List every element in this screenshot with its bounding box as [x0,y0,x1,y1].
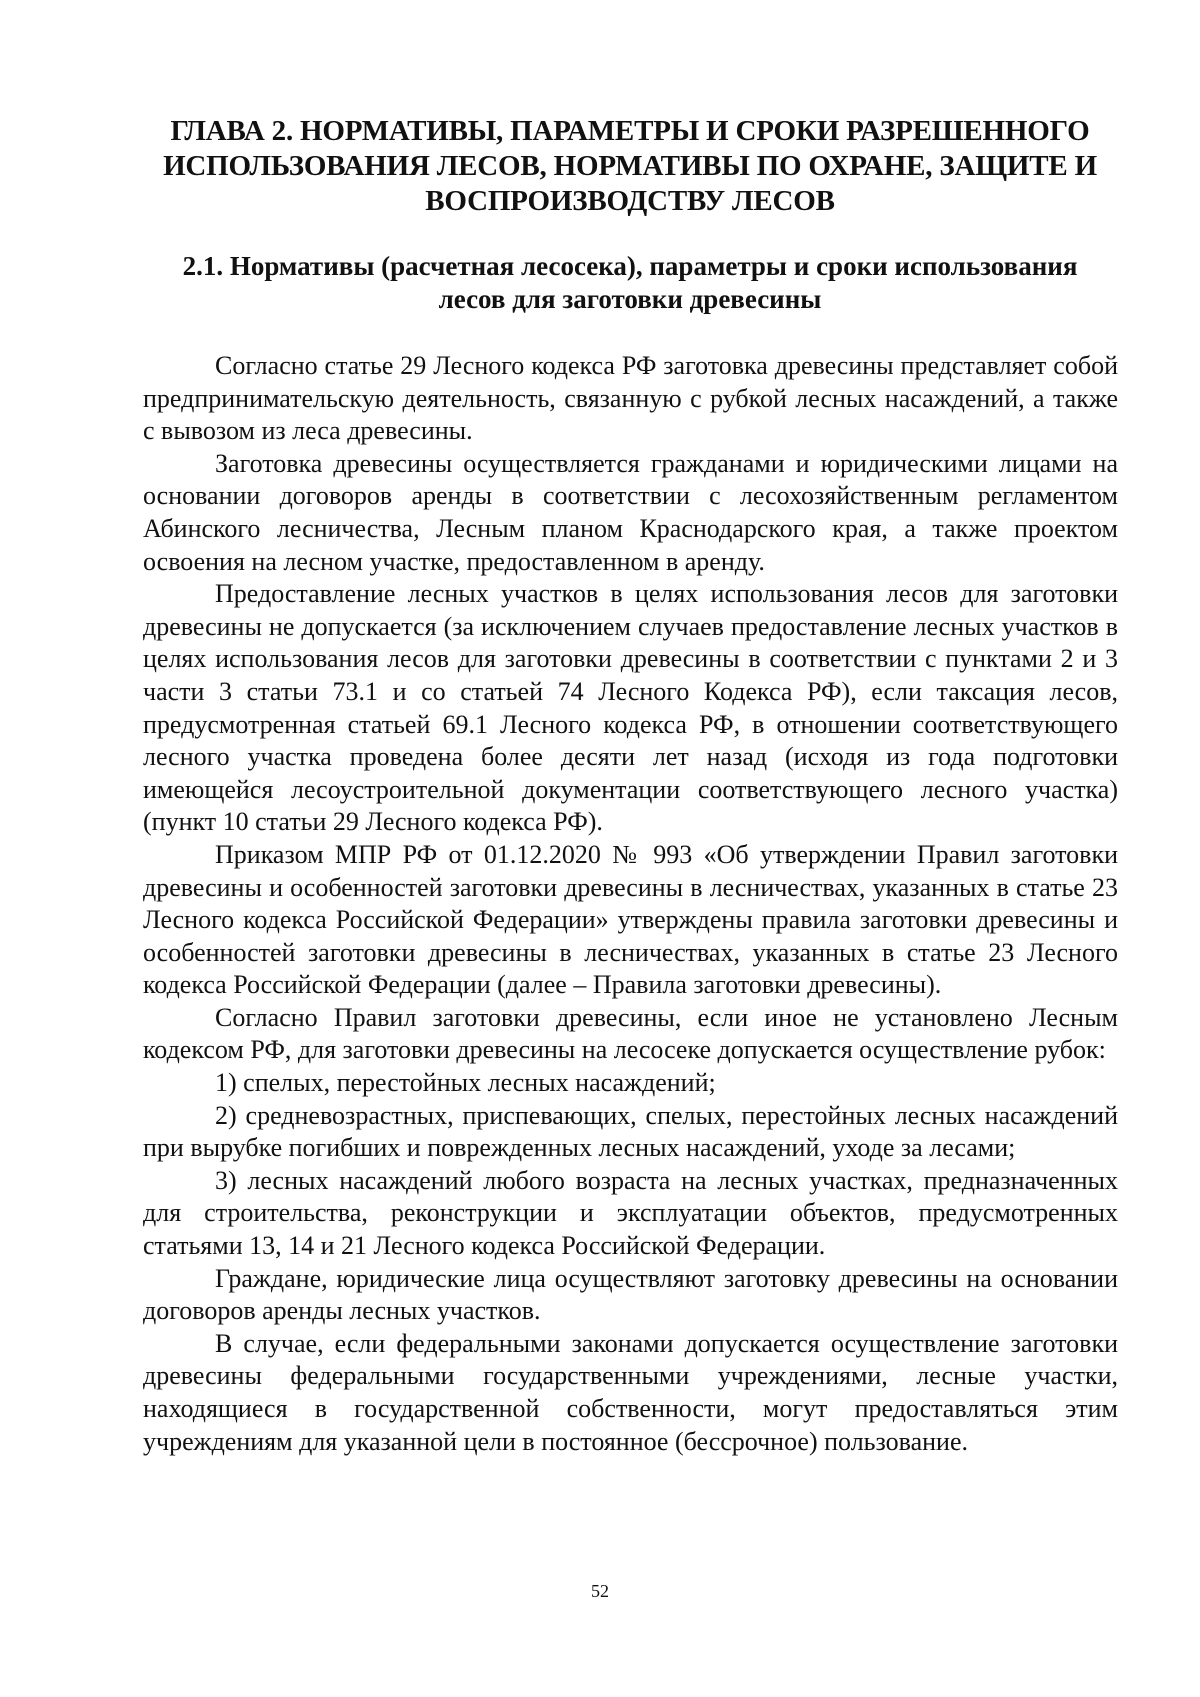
chapter-title-line: ГЛАВА 2. НОРМАТИВЫ, ПАРАМЕТРЫ И СРОКИ РАЗРЕШЕННОГО [170,115,1090,147]
list-item: 1) спелых, перестойных лесных насаждений; [215,1068,716,1098]
list-item: 3) лесных насаждений любого возраста на лесных участках, предназначенных для строительства, реконструкции и эксплуатации объектов, предусмотренных статьями 13, 14 и 21 Лесного кодекса Российской Федерации. [143,1165,1118,1261]
section-title-line: лесов для заготовки древесины [438,284,822,314]
paragraph: Предоставление лесных участков в целях использования лесов для заготовки древесины не допускается (за исключением случаев предоставление лесных участков в целях использования лесов для заготовки древесины в соответствии с пунктами 2 и 3 части 3 статьи 73.1 и со статьей 74 Лесного Кодекса РФ), если таксация лесов, предусмотренная статьей 69.1 Лесного кодекса РФ, в отношении соответствующего лесного участка проведена более десяти лет назад (исходя из года подготовки имеющейся лесоустроительной документации соответствующего лесного участка) (пункт 10 статьи 29 Лесного кодекса РФ). [143,579,1118,837]
chapter-title [140,114,1120,219]
chapter-title-line: ВОСПРОИЗВОДСТВУ ЛЕСОВ [425,185,835,217]
paragraph: Приказом МПР РФ от 01.12.2020 № 993 «Об утверждении Правил заготовки древесины и особенностей заготовки древесины в лесничествах, указанных в статье 23 Лесного кодекса Российской Федерации» утверждены правила заготовки древесины и особенностей заготовки древесины в лесничествах, указанных в статье 23 Лесного кодекса Российской Федерации (далее – Правила заготовки древесины). [143,839,1118,1000]
paragraph: В случае, если федеральными законами допускается осуществление заготовки древесины федеральными государственными учреждениями, лесные участки, находящиеся в государственной собственности, могут предоставляться этим учреждениям для указанной цели в постоянное (бессрочное) пользование. [143,1328,1118,1456]
list-item: 2) средневозрастных, приспевающих, спелых, перестойных лесных насаждений при вырубке погибших и поврежденных лесных насаждений, уходе за лесами; [143,1100,1118,1163]
paragraph: Согласно статье 29 Лесного кодекса РФ заготовка древесины представляет собой предпринимательскую деятельность, связанную с рубкой лесных насаждений, а также с вывозом из леса древесины. [143,351,1118,446]
paragraph: Заготовка древесины осуществляется гражданами и юридическими лицами на основании договоров аренды в соответствии с лесохозяйственным регламентом Абинского лесничества, Лесным планом Краснодарского края, а также проектом освоения на лесном участке, предоставленном в аренду. [143,448,1118,576]
page-number: 52 [591,1581,609,1601]
chapter-title-line: ИСПОЛЬЗОВАНИЯ ЛЕСОВ, НОРМАТИВЫ ПО ОХРАНЕ, ЗАЩИТЕ И [163,150,1097,182]
paragraph: Граждане, юридические лица осуществляют заготовку древесины на основании договоров аренды лесных участков. [143,1263,1118,1326]
body-text [143,350,1118,1458]
paragraph: Согласно Правил заготовки древесины, если иное не установлено Лесным кодексом РФ, для заготовки древесины на лесосеке допускается осуществление рубок: [143,1002,1118,1065]
section-title-line: 2.1. Нормативы (расчетная лесосека), параметры и сроки использования [182,251,1078,281]
section-title [140,250,1120,316]
